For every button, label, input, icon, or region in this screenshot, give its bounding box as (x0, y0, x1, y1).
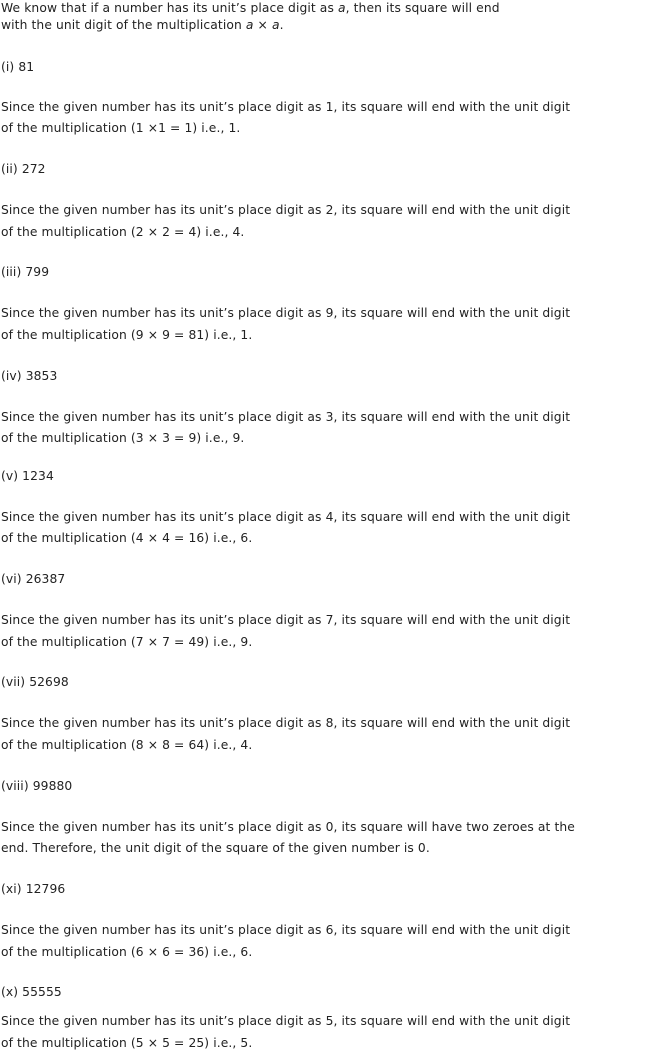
item-label: (viii) 99880 (1, 779, 73, 793)
item-explanation-line-2: of the multiplication (9 × 9 = 81) i.e., 1. (1, 328, 253, 342)
intro-variable-a-first: a (245, 18, 254, 32)
item-label: (iv) 3853 (1, 369, 58, 383)
item-explanation-line-2: of the multiplication (5 × 5 = 25) i.e., 5. (1, 1036, 253, 1050)
intro-variable-a: a (337, 1, 346, 15)
item-explanation-line-2: of the multiplication (2 × 2 = 4) i.e., 4. (1, 225, 245, 239)
item-label: (ii) 272 (1, 162, 46, 176)
item-explanation-line-2: of the multiplication (7 × 7 = 49) i.e., 9. (1, 635, 253, 649)
item-explanation-line-1: Since the given number has its unit’s place digit as 9, its square will end with the unit digit (1, 306, 571, 320)
item-explanation-line-2: of the multiplication (1 ×1 = 1) i.e., 1. (1, 121, 241, 135)
item-explanation-line-2: of the multiplication (3 × 3 = 9) i.e., 9. (1, 431, 245, 445)
intro-line-2-before: with the unit digit of the multiplication (1, 18, 246, 32)
item-explanation-line-1: Since the given number has its unit’s place digit as 5, its square will end with the unit digit (1, 1014, 571, 1028)
intro-times-sign: × (253, 18, 272, 32)
item-label: (x) 55555 (1, 985, 62, 999)
item-explanation-line-1: Since the given number has its unit’s place digit as 8, its square will end with the unit digit (1, 716, 571, 730)
item-explanation-line-1: Since the given number has its unit’s place digit as 3, its square will end with the unit digit (1, 410, 571, 424)
intro-line-2-after: . (279, 18, 284, 32)
item-explanation-line-1: Since the given number has its unit’s place digit as 7, its square will end with the unit digit (1, 613, 571, 627)
item-explanation-line-2: end. Therefore, the unit digit of the square of the given number is 0. (1, 841, 430, 855)
item-explanation-line-1: Since the given number has its unit’s place digit as 1, its square will end with the unit digit (1, 100, 571, 114)
item-explanation-line-1: Since the given number has its unit’s place digit as 2, its square will end with the unit digit (1, 203, 571, 217)
item-label: (vii) 52698 (1, 675, 69, 689)
item-label: (iii) 799 (1, 265, 50, 279)
item-explanation-line-2: of the multiplication (6 × 6 = 36) i.e., 6. (1, 945, 253, 959)
intro-line-2 (1, 17, 284, 33)
intro-line-1 (1, 0, 500, 16)
item-explanation-line-1: Since the given number has its unit’s place digit as 0, its square will have two zeroes at the (1, 820, 575, 834)
intro-line-1-after: , then its square will end (345, 1, 500, 15)
item-explanation-line-2: of the multiplication (8 × 8 = 64) i.e., 4. (1, 738, 253, 752)
item-explanation-line-1: Since the given number has its unit’s place digit as 4, its square will end with the unit digit (1, 510, 571, 524)
intro-line-1-before: We know that if a number has its unit’s place digit as (1, 1, 338, 15)
intro-variable-a-second: a (271, 18, 280, 32)
item-explanation-line-2: of the multiplication (4 × 4 = 16) i.e., 6. (1, 531, 253, 545)
item-label: (v) 1234 (1, 469, 54, 483)
item-explanation-line-1: Since the given number has its unit’s place digit as 6, its square will end with the unit digit (1, 923, 571, 937)
item-label: (xi) 12796 (1, 882, 66, 896)
item-label: (i) 81 (1, 60, 35, 74)
item-label: (vi) 26387 (1, 572, 66, 586)
